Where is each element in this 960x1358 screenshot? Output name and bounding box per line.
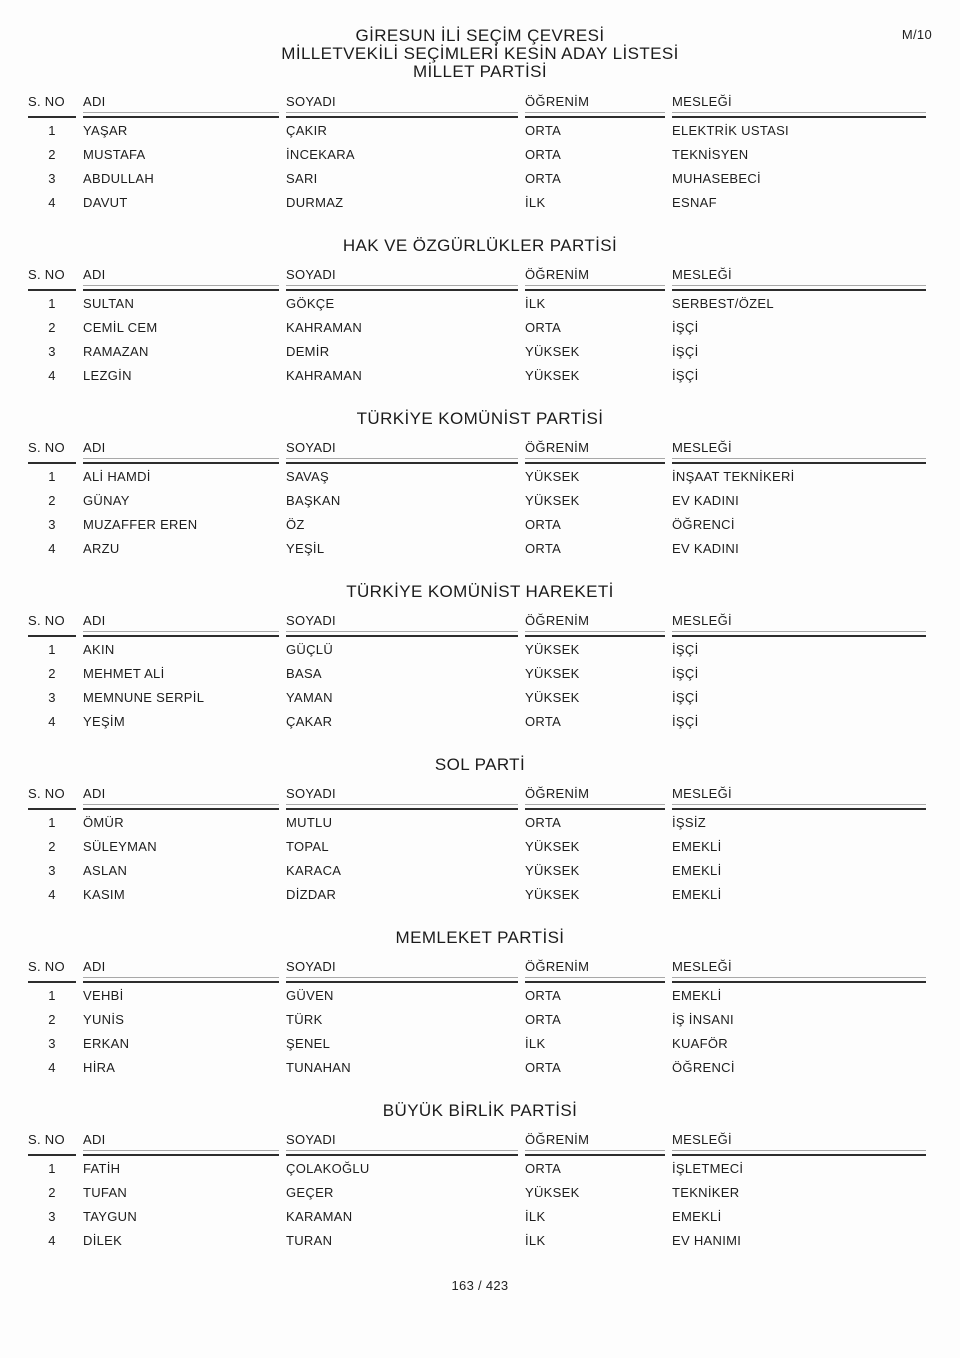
candidate-row [28,363,926,387]
cell-meslegi: İŞLETMECİ [672,1161,744,1176]
column-header-label: ADI [83,267,279,286]
cell-sno: 2 [48,493,56,508]
candidate-row [28,190,926,214]
table-header-row [28,267,926,291]
table-header-row [28,440,926,464]
party-title: MİLLET PARTİSİ [412,62,548,81]
cell-ogrenim: YÜKSEK [525,344,580,359]
party-section [0,63,960,214]
cell-adi: TAYGUN [83,1209,138,1224]
column-header [525,94,665,118]
cell-sno: 2 [48,1012,56,1027]
column-header [28,440,76,464]
column-header-label: S. NO [28,267,65,282]
cell-sno: 4 [48,714,56,729]
cell-meslegi: ELEKTRİK USTASI [672,123,789,138]
page-ref-label: M/10 [901,27,932,42]
candidate-row [28,882,926,906]
column-header-label: MESLEĞİ [672,613,926,632]
party-section [0,756,960,906]
table-header-row [28,613,926,637]
cell-meslegi: İŞ İNSANI [672,1012,734,1027]
column-header [28,94,76,118]
cell-soyadi: TOPAL [286,839,329,854]
table-header-row [28,1132,926,1156]
cell-ogrenim: ORTA [525,517,562,532]
column-header-label: ÖĞRENİM [525,1132,665,1151]
column-header [672,959,926,983]
column-header [525,267,665,291]
cell-sno: 1 [48,642,56,657]
candidate-row [28,118,926,142]
cell-adi: HİRA [83,1060,116,1075]
cell-soyadi: ŞENEL [286,1036,331,1051]
cell-ogrenim: ORTA [525,541,562,556]
cell-soyadi: TURAN [286,1233,333,1248]
cell-meslegi: EV KADINI [672,493,739,508]
cell-soyadi: YAMAN [286,690,333,705]
cell-sno: 3 [48,690,56,705]
candidate-table [21,959,933,1079]
column-header [286,267,518,291]
cell-ogrenim: ORTA [525,714,562,729]
cell-ogrenim: YÜKSEK [525,469,580,484]
cell-sno: 1 [48,296,56,311]
candidate-row [28,661,926,685]
candidate-row [28,142,926,166]
cell-soyadi: GÜVEN [286,988,334,1003]
cell-meslegi: KUAFÖR [672,1036,728,1051]
column-header [286,786,518,810]
cell-sno: 1 [48,469,56,484]
column-header-label: MESLEĞİ [672,94,926,113]
candidate-row [28,339,926,363]
cell-ogrenim: ORTA [525,171,562,186]
cell-sno: 2 [48,320,56,335]
cell-sno: 3 [48,1209,56,1224]
candidate-table [21,267,933,387]
column-header-label: SOYADI [286,94,518,113]
column-header-label: SOYADI [286,613,518,632]
cell-soyadi: KAHRAMAN [286,368,363,383]
cell-adi: ÖMÜR [83,815,124,830]
candidate-row [28,810,926,834]
column-header [672,613,926,637]
column-header-label: ÖĞRENİM [525,613,665,632]
candidate-row [28,637,926,661]
cell-soyadi: GÜÇLÜ [286,642,334,657]
doc-title-line-1: GİRESUN İLİ SEÇİM ÇEVRESİ [355,26,605,45]
column-header-label: ADI [83,613,279,632]
cell-adi: ASLAN [83,863,128,878]
cell-adi: RAMAZAN [83,344,149,359]
candidate-row [28,685,926,709]
column-header-label: ÖĞRENİM [525,786,665,805]
column-header-label: MESLEĞİ [672,1132,926,1151]
cell-soyadi: TÜRK [286,1012,323,1027]
candidate-row [28,1228,926,1252]
candidate-row [28,1156,926,1180]
cell-soyadi: DEMİR [286,344,330,359]
cell-meslegi: ÖĞRENCİ [672,517,735,532]
cell-meslegi: SERBEST/ÖZEL [672,296,774,311]
candidate-row [28,1007,926,1031]
column-header [83,613,279,637]
cell-adi: CEMİL CEM [83,320,158,335]
cell-adi: YEŞİM [83,714,125,729]
cell-meslegi: TEKNİSYEN [672,147,749,162]
candidate-table [21,440,933,560]
column-header [83,786,279,810]
cell-ogrenim: İLK [525,195,546,210]
cell-sno: 3 [48,1036,56,1051]
cell-ogrenim: ORTA [525,147,562,162]
cell-soyadi: KAHRAMAN [286,320,363,335]
column-header-label: MESLEĞİ [672,267,926,286]
cell-sno: 2 [48,1185,56,1200]
candidate-table [21,94,933,214]
cell-adi: AKIN [83,642,115,657]
party-title: BÜYÜK BİRLİK PARTİSİ [382,1101,578,1120]
cell-adi: KASIM [83,887,125,902]
cell-adi: VEHBİ [83,988,124,1003]
column-header [525,1132,665,1156]
cell-ogrenim: İLK [525,1233,546,1248]
table-header-row [28,786,926,810]
cell-adi: TUFAN [83,1185,128,1200]
cell-soyadi: İNCEKARA [286,147,355,162]
candidate-row [28,1204,926,1228]
cell-soyadi: BASA [286,666,322,681]
column-header-label: ADI [83,94,279,113]
column-header [286,613,518,637]
candidate-row [28,166,926,190]
column-header-label: ADI [83,1132,279,1151]
cell-ogrenim: YÜKSEK [525,642,580,657]
cell-soyadi: GÖKÇE [286,296,335,311]
column-header [672,94,926,118]
cell-meslegi: İŞÇİ [672,714,699,729]
cell-adi: SÜLEYMAN [83,839,157,854]
candidate-row [28,983,926,1007]
cell-soyadi: MUTLU [286,815,333,830]
column-header [672,786,926,810]
column-header [83,94,279,118]
party-section [0,583,960,733]
cell-adi: YUNİS [83,1012,125,1027]
cell-soyadi: ÇAKIR [286,123,328,138]
column-header-label: ÖĞRENİM [525,959,665,978]
cell-sno: 4 [48,195,56,210]
party-section [0,1102,960,1252]
column-header [525,440,665,464]
candidate-row [28,291,926,315]
cell-adi: GÜNAY [83,493,130,508]
cell-ogrenim: YÜKSEK [525,690,580,705]
cell-meslegi: EMEKLİ [672,887,722,902]
cell-meslegi: ÖĞRENCİ [672,1060,735,1075]
column-header-label: ADI [83,440,279,459]
candidate-row [28,488,926,512]
cell-meslegi: İŞSİZ [672,815,707,830]
party-title: TÜRKİYE KOMÜNİST HAREKETİ [346,582,614,601]
cell-soyadi: SARI [286,171,318,186]
page-number: 163 / 423 [451,1278,509,1293]
candidate-row [28,315,926,339]
candidate-row [28,1031,926,1055]
party-sections-container [0,63,960,1252]
column-header-label: S. NO [28,959,65,974]
candidate-row [28,1055,926,1079]
column-header [28,267,76,291]
party-section [0,237,960,387]
party-section [0,410,960,560]
cell-adi: YAŞAR [83,123,128,138]
candidate-row [28,834,926,858]
cell-adi: ABDULLAH [83,171,155,186]
column-header [28,613,76,637]
cell-adi: ERKAN [83,1036,130,1051]
cell-meslegi: MUHASEBECİ [672,171,761,186]
cell-ogrenim: YÜKSEK [525,839,580,854]
cell-adi: DAVUT [83,195,128,210]
cell-meslegi: İNŞAAT TEKNİKERİ [672,469,795,484]
cell-adi: FATİH [83,1161,121,1176]
column-header-label: ÖĞRENİM [525,94,665,113]
column-header [286,959,518,983]
cell-meslegi: EMEKLİ [672,1209,722,1224]
cell-sno: 2 [48,147,56,162]
cell-adi: ALİ HAMDİ [83,469,151,484]
cell-meslegi: EV KADINI [672,541,739,556]
cell-soyadi: BAŞKAN [286,493,341,508]
cell-ogrenim: ORTA [525,1161,562,1176]
table-header-row [28,959,926,983]
party-title: HAK VE ÖZGÜRLÜKLER PARTİSİ [342,236,618,255]
column-header-label: S. NO [28,94,65,109]
column-header-label: S. NO [28,1132,65,1147]
cell-sno: 3 [48,171,56,186]
cell-ogrenim: İLK [525,1036,546,1051]
column-header-label: S. NO [28,440,65,455]
cell-ogrenim: YÜKSEK [525,493,580,508]
cell-meslegi: ESNAF [672,195,717,210]
cell-ogrenim: İLK [525,1209,546,1224]
cell-soyadi: ÇAKAR [286,714,333,729]
cell-soyadi: SAVAŞ [286,469,329,484]
cell-sno: 4 [48,1060,56,1075]
column-header [525,959,665,983]
cell-soyadi: YEŞİL [286,541,325,556]
cell-sno: 1 [48,1161,56,1176]
candidate-row [28,464,926,488]
cell-ogrenim: ORTA [525,1060,562,1075]
column-header [672,440,926,464]
column-header-label: SOYADI [286,959,518,978]
cell-sno: 3 [48,863,56,878]
cell-ogrenim: ORTA [525,988,562,1003]
cell-soyadi: GEÇER [286,1185,334,1200]
column-header [286,1132,518,1156]
candidate-table [21,613,933,733]
column-header [286,440,518,464]
column-header [83,440,279,464]
column-header [28,786,76,810]
party-title: TÜRKİYE KOMÜNİST PARTİSİ [356,409,604,428]
candidate-table [21,786,933,906]
cell-ogrenim: YÜKSEK [525,887,580,902]
cell-soyadi: ÖZ [286,517,305,532]
column-header [28,1132,76,1156]
cell-sno: 2 [48,839,56,854]
column-header-label: ÖĞRENİM [525,267,665,286]
cell-soyadi: TUNAHAN [286,1060,351,1075]
cell-ogrenim: YÜKSEK [525,863,580,878]
document-header [0,0,960,63]
cell-adi: MUSTAFA [83,147,146,162]
cell-sno: 4 [48,1233,56,1248]
cell-sno: 1 [48,988,56,1003]
table-header-row [28,94,926,118]
cell-ogrenim: YÜKSEK [525,1185,580,1200]
cell-sno: 3 [48,517,56,532]
column-header-label: ÖĞRENİM [525,440,665,459]
cell-sno: 3 [48,344,56,359]
column-header [672,1132,926,1156]
cell-ogrenim: YÜKSEK [525,666,580,681]
cell-ogrenim: ORTA [525,320,562,335]
cell-sno: 4 [48,368,56,383]
doc-title-line-2: MİLLETVEKİLİ SEÇİMLERİ KESİN ADAY LİSTESİ [281,44,679,63]
cell-meslegi: İŞÇİ [672,320,699,335]
cell-meslegi: EV HANIMI [672,1233,742,1248]
cell-meslegi: TEKNİKER [672,1185,740,1200]
candidate-row [28,858,926,882]
cell-adi: LEZGİN [83,368,132,383]
candidate-row [28,1180,926,1204]
cell-meslegi: İŞÇİ [672,690,699,705]
column-header [28,959,76,983]
candidate-row [28,512,926,536]
cell-sno: 2 [48,666,56,681]
cell-adi: MEHMET ALİ [83,666,165,681]
cell-soyadi: KARAMAN [286,1209,353,1224]
column-header-label: SOYADI [286,267,518,286]
cell-sno: 1 [48,815,56,830]
cell-soyadi: DİZDAR [286,887,337,902]
column-header [83,1132,279,1156]
cell-meslegi: İŞÇİ [672,666,699,681]
cell-adi: MUZAFFER EREN [83,517,198,532]
cell-sno: 1 [48,123,56,138]
column-header-label: SOYADI [286,1132,518,1151]
cell-sno: 4 [48,541,56,556]
candidate-row [28,709,926,733]
cell-soyadi: ÇOLAKOĞLU [286,1161,370,1176]
column-header-label: S. NO [28,613,65,628]
cell-adi: MEMNUNE SERPİL [83,690,205,705]
cell-ogrenim: ORTA [525,1012,562,1027]
column-header-label: ADI [83,959,279,978]
cell-ogrenim: ORTA [525,815,562,830]
column-header [286,94,518,118]
cell-meslegi: İŞÇİ [672,344,699,359]
candidate-row [28,536,926,560]
cell-ogrenim: İLK [525,296,546,311]
column-header [525,613,665,637]
cell-soyadi: KARACA [286,863,342,878]
party-section [0,929,960,1079]
column-header [83,959,279,983]
column-header [525,786,665,810]
party-title: SOL PARTİ [434,755,526,774]
cell-adi: SULTAN [83,296,135,311]
column-header-label: ADI [83,786,279,805]
cell-sno: 4 [48,887,56,902]
party-title: MEMLEKET PARTİSİ [395,928,565,947]
column-header-label: SOYADI [286,440,518,459]
column-header [83,267,279,291]
cell-meslegi: EMEKLİ [672,839,722,854]
column-header-label: MESLEĞİ [672,440,926,459]
cell-soyadi: DURMAZ [286,195,344,210]
column-header-label: SOYADI [286,786,518,805]
cell-meslegi: EMEKLİ [672,988,722,1003]
cell-meslegi: İŞÇİ [672,368,699,383]
column-header-label: S. NO [28,786,65,801]
column-header-label: MESLEĞİ [672,786,926,805]
cell-ogrenim: YÜKSEK [525,368,580,383]
cell-meslegi: EMEKLİ [672,863,722,878]
cell-meslegi: İŞÇİ [672,642,699,657]
cell-adi: ARZU [83,541,120,556]
cell-adi: DİLEK [83,1233,123,1248]
column-header-label: MESLEĞİ [672,959,926,978]
column-header [672,267,926,291]
cell-ogrenim: ORTA [525,123,562,138]
candidate-table [21,1132,933,1252]
